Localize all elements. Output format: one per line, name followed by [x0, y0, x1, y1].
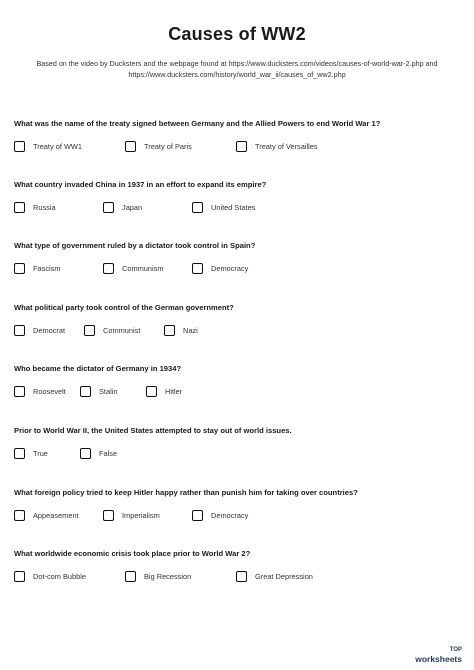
option-communism[interactable]: [103, 263, 163, 274]
checkbox[interactable]: [125, 141, 136, 152]
question-3: [14, 241, 460, 279]
question-text: What political party took control of the German government?: [14, 303, 234, 312]
worksheet-title: Causes of WW2: [168, 24, 306, 44]
option-label: Democracy: [211, 511, 249, 520]
option-russia[interactable]: [14, 202, 56, 213]
option-great-depression[interactable]: [236, 571, 313, 582]
option-label: United States: [211, 203, 256, 212]
option-label: Russia: [33, 203, 56, 212]
option-democrat[interactable]: [14, 325, 65, 336]
option-treaty-of-paris[interactable]: [125, 141, 192, 152]
question-text: What foreign policy tried to keep Hitler happy rather than punish him for taking over countries?: [14, 488, 358, 497]
question-text: Prior to World War II, the United States attempted to stay out of world issues.: [14, 426, 292, 435]
checkbox[interactable]: [103, 263, 114, 274]
option-label: True: [33, 449, 48, 458]
option-label: Democracy: [211, 264, 249, 273]
question-1: [14, 119, 460, 157]
option-communist[interactable]: [84, 325, 140, 336]
checkbox[interactable]: [80, 386, 91, 397]
option-appeasement[interactable]: [14, 510, 79, 521]
option-label: Big Recession: [144, 572, 192, 581]
option-label: False: [99, 449, 118, 458]
checkbox[interactable]: [14, 263, 25, 274]
question-2: [14, 180, 460, 218]
option-democracy[interactable]: [192, 263, 248, 274]
checkbox[interactable]: [164, 325, 175, 336]
option-treaty-of-versailles[interactable]: [236, 141, 318, 152]
top-worksheets-logo: [415, 646, 462, 664]
question-text: What was the name of the treaty signed between Germany and the Allied Powers to end World War 1?: [14, 119, 381, 128]
option-united-states[interactable]: [192, 202, 255, 213]
question-text: Who became the dictator of Germany in 1934?: [14, 364, 182, 373]
checkbox[interactable]: [103, 202, 114, 213]
option-label: Great Depression: [255, 572, 313, 581]
option-democracy[interactable]: [192, 510, 248, 521]
option-label: Fascism: [33, 264, 61, 273]
option-label: Dot-com Bubble: [33, 572, 86, 581]
checkbox[interactable]: [14, 202, 25, 213]
option-roosevelt[interactable]: [14, 386, 66, 397]
option-nazi[interactable]: [164, 325, 198, 336]
option-fascism[interactable]: [14, 263, 61, 274]
option-label: Treaty of Versailles: [255, 142, 318, 151]
question-5: [14, 364, 460, 402]
option-hitler[interactable]: [146, 386, 182, 397]
checkbox[interactable]: [192, 510, 203, 521]
option-label: Nazi: [183, 326, 198, 335]
question-text: What country invaded China in 1937 in an effort to expand its empire?: [14, 180, 267, 189]
question-6: [14, 426, 460, 464]
option-label: Stalin: [99, 387, 118, 396]
option-label: Roosevelt: [33, 387, 66, 396]
option-imperialism[interactable]: [103, 510, 160, 521]
checkbox[interactable]: [14, 141, 25, 152]
option-label: Treaty of Paris: [144, 142, 192, 151]
option-label: Treaty of WW1: [33, 142, 83, 151]
checkbox[interactable]: [14, 510, 25, 521]
option-label: Japan: [122, 203, 143, 212]
option-false[interactable]: [80, 448, 117, 459]
checkbox[interactable]: [192, 263, 203, 274]
checkbox[interactable]: [125, 571, 136, 582]
option-true[interactable]: [14, 448, 48, 459]
question-8: [14, 549, 460, 587]
checkbox[interactable]: [14, 571, 25, 582]
option-label: Communist: [103, 326, 141, 335]
option-dot-com-bubble[interactable]: [14, 571, 86, 582]
option-treaty-of-ww1[interactable]: [14, 141, 82, 152]
option-big-recession[interactable]: [125, 571, 191, 582]
logo-top-text: TOP: [449, 647, 462, 653]
question-4: [14, 303, 460, 341]
option-label: Appeasement: [33, 511, 79, 520]
checkbox[interactable]: [14, 325, 25, 336]
checkbox[interactable]: [14, 448, 25, 459]
checkbox[interactable]: [192, 202, 203, 213]
question-7: [14, 488, 460, 526]
checkbox[interactable]: [236, 141, 247, 152]
question-text: What type of government ruled by a dictator took control in Spain?: [14, 241, 256, 250]
option-label: Hitler: [165, 387, 183, 396]
option-label: Communism: [122, 264, 164, 273]
intro-text: Based on the video by Ducksters and the webpage found at https://www.ducksters.com/videos/causes-of-world-war-2.php and https://www.ducksters.com/history/world_war_ii/causes_of_ww2.php: [36, 59, 438, 79]
checkbox[interactable]: [14, 386, 25, 397]
checkbox[interactable]: [80, 448, 91, 459]
checkbox[interactable]: [236, 571, 247, 582]
option-stalin[interactable]: [80, 386, 118, 397]
option-label: Democrat: [33, 326, 66, 335]
logo-worksheets-text: worksheets: [415, 654, 462, 664]
question-text: What worldwide economic crisis took place prior to World War 2?: [14, 549, 251, 558]
option-label: Imperialism: [122, 511, 160, 520]
option-japan[interactable]: [103, 202, 142, 213]
checkbox[interactable]: [84, 325, 95, 336]
checkbox[interactable]: [103, 510, 114, 521]
checkbox[interactable]: [146, 386, 157, 397]
